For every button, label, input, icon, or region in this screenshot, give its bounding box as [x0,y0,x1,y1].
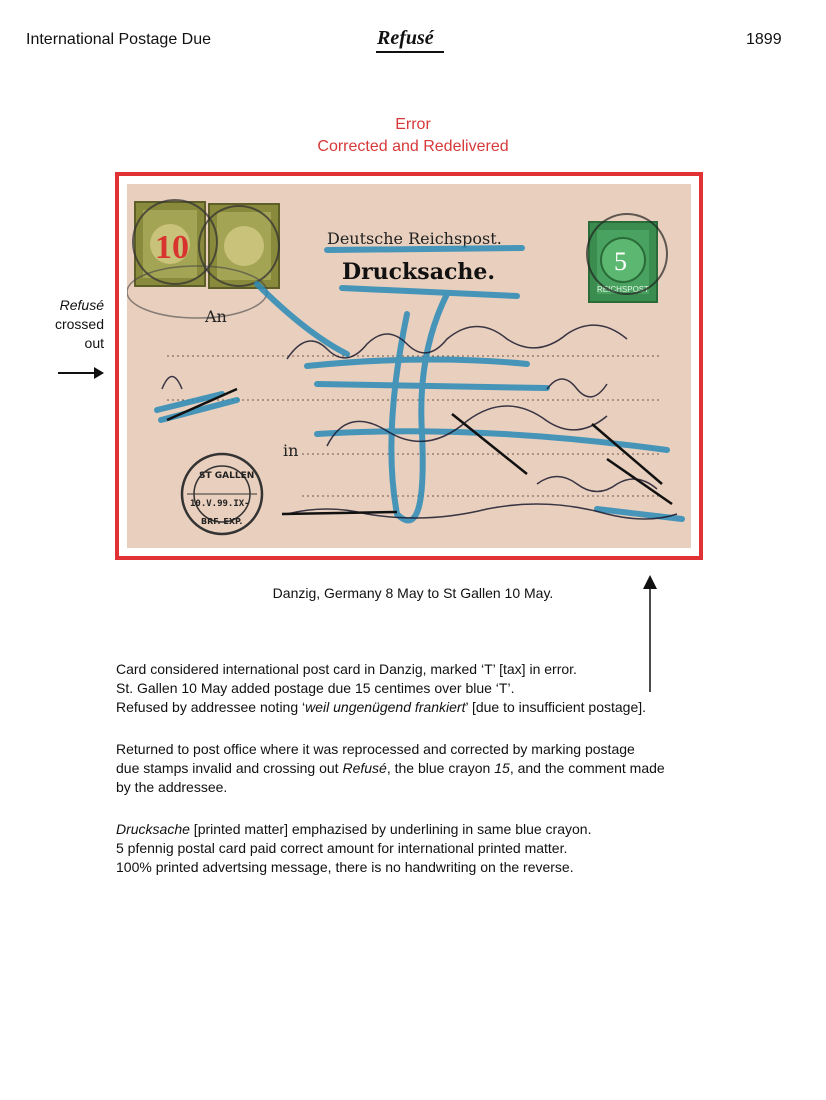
postmark-date: 10.V.99.IX- [190,499,250,509]
stamp-value: 5 [614,247,627,276]
page-title-error: Error [395,116,431,133]
header-underline [376,51,444,53]
right-arrow-icon [58,366,104,380]
paragraph-line: 100% printed advertsing message, there is no handwriting on the reverse. [116,859,574,875]
paragraph-line: by the addressee. [116,779,228,795]
card-heading: Deutsche Reichspost. [327,229,502,248]
side-note-crossed: crossed [54,316,104,332]
paragraph-line: due stamps invalid and crossing out Refusé, the blue crayon 15, and the comment made [116,760,665,776]
paragraph-correction [116,740,756,797]
side-note-out: out [84,335,104,351]
card-an: An [205,307,227,326]
paragraph-line: Refused by addressee noting ‘weil ungenügend frankiert’ [due to insufficient postage]. [116,699,647,715]
postmark-city: ST GALLEN [199,471,255,481]
card-drucksache: Drucksache. [342,259,495,285]
postage-due-value: 10 [155,229,189,266]
postcard-image [127,184,691,548]
header-year: 1899 [746,31,782,48]
postage-due-stamp-icon [209,204,279,288]
paragraph-error-description [116,660,756,717]
postcard-frame [115,172,703,560]
paragraph-drucksache [116,820,756,877]
side-note-refuse: Refusé [59,297,104,313]
paragraph-line: Card considered international post card in Danzig, marked ‘T’ [tax] in error. [116,661,577,677]
postcard-illustration [127,184,691,548]
header-topic: Refusé [377,27,434,49]
paragraph-line: Returned to post office where it was reprocessed and corrected by marking postage [116,741,635,757]
stamp-text: REICHSPOST [597,285,650,294]
page-title-subtitle: Corrected and Redelivered [317,138,509,155]
paragraph-line: 5 pfennig postal card paid correct amount for international printed matter. [116,840,568,856]
paragraph-line: Drucksache [printed matter] emphazised by underlining in same blue crayon. [116,821,592,837]
header-title: International Postage Due [26,31,212,48]
postmark-bottom: BRF. EXP. [201,517,243,526]
caption: Danzig, Germany 8 May to St Gallen 10 May. [272,585,554,601]
paragraph-line: St. Gallen 10 May added postage due 15 centimes over blue ‘T’. [116,680,515,696]
card-in-label: in [283,441,299,460]
